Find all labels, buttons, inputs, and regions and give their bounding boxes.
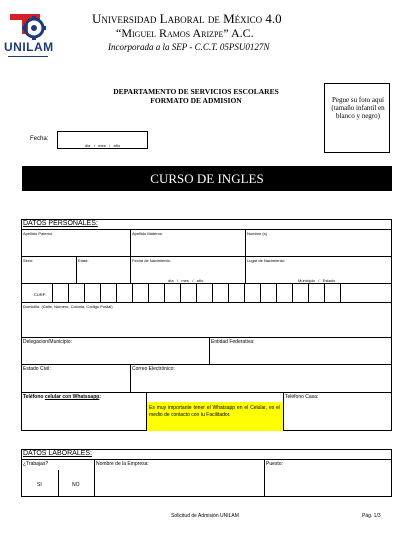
labor-section-title: DATOS LABORALES: xyxy=(23,450,92,457)
whatsapp-note: Es muy importante tener el Whatsapp en el Celular, es el medio de contacto con tu Facilitador. xyxy=(149,405,280,418)
telefono-suffix: : xyxy=(99,394,101,400)
divider xyxy=(58,470,59,497)
empresa-field[interactable]: Nombre de la Empresa: xyxy=(96,461,149,467)
course-title: CURSO DE INGLES xyxy=(150,171,264,186)
divider xyxy=(21,364,392,365)
photo-box-text: Pegue su foto aquí (tamaño infantil en blanco y negro) xyxy=(331,96,385,120)
form-title: FORMATO DE ADMISION xyxy=(150,96,242,105)
sexo-field[interactable]: Sexo: xyxy=(23,258,34,263)
divider xyxy=(130,256,131,283)
entidad-field[interactable]: Entidad Federativa: xyxy=(211,339,255,345)
divider xyxy=(76,256,77,283)
divider xyxy=(264,459,265,497)
footer-page: Pág. 1/3 xyxy=(362,513,381,519)
telefono-underlined: celular con Whatssapp xyxy=(44,394,100,400)
curp-boxes[interactable] xyxy=(52,283,352,302)
divider xyxy=(283,392,284,431)
university-subname: “Miguel Ramos Arizpe” A.C. xyxy=(116,26,254,40)
puesto-field[interactable]: Puesto: xyxy=(266,461,283,467)
correo-field[interactable]: Correo Electrónico: xyxy=(132,366,175,372)
university-name: Universidad Laboral de México 4.0 xyxy=(92,11,282,26)
divider xyxy=(94,459,95,497)
footer-center: Solicitud de Admisión UNILAM xyxy=(171,513,239,519)
whatsapp-note-box xyxy=(147,402,283,431)
logo-underline xyxy=(8,56,48,57)
divider xyxy=(21,459,392,460)
telefono-celular-field[interactable] xyxy=(23,394,101,400)
divider xyxy=(245,229,246,256)
divider xyxy=(130,229,131,256)
divider xyxy=(21,229,392,230)
logo xyxy=(4,10,54,58)
si-option[interactable]: SI xyxy=(37,482,42,488)
divider xyxy=(21,392,392,393)
divider xyxy=(21,302,392,303)
department-title: DEPARTAMENTO DE SERVICIOS ESCOLARES xyxy=(113,87,279,96)
lugar-nacimiento-format: Municipio / Estado xyxy=(298,278,336,283)
telefono-casa-field[interactable]: Teléfono Casa: xyxy=(285,394,319,400)
logo-gear-icon xyxy=(4,10,54,42)
domicilio-field[interactable]: Domicilio: (Calle, Número, Colonia, Código Postal) xyxy=(23,304,113,309)
no-option[interactable]: NO xyxy=(72,482,80,488)
divider xyxy=(209,337,210,364)
logo-text: UNILAM xyxy=(4,40,54,54)
trabajas-label: ¿Trabajas? xyxy=(23,461,49,467)
date-label: Fecha: xyxy=(30,136,49,142)
edad-field[interactable]: Edad: xyxy=(78,258,89,263)
photo-box[interactable] xyxy=(324,83,390,153)
personal-section-title: DATOS PERSONALES: xyxy=(23,220,98,227)
incorporation-line: Incorporada a la SEP - C.C.T. 05PSU0127N xyxy=(108,42,270,52)
date-field[interactable] xyxy=(57,131,148,149)
estado-civil-field[interactable]: Estado Civil: xyxy=(23,366,51,372)
apellido-materno-field[interactable]: Apellido Materno xyxy=(132,231,163,236)
curp-label: CURP: xyxy=(34,292,47,297)
delegacion-field[interactable]: Delegacion/Municipio: xyxy=(23,339,72,345)
fecha-nacimiento-format: día / mes / año xyxy=(168,278,204,283)
course-title-bar xyxy=(22,166,392,191)
nombres-field[interactable]: Nombre (s) xyxy=(247,231,268,236)
divider xyxy=(21,337,392,338)
telefono-prefix: Teléfono xyxy=(23,394,45,400)
lugar-nacimiento-field[interactable]: Lugar de Nacimiento: xyxy=(247,258,286,263)
divider xyxy=(245,256,246,283)
divider xyxy=(130,364,131,392)
date-format: día / mes / año xyxy=(84,143,121,148)
fecha-nacimiento-field[interactable]: Fecha de Nacimiento: xyxy=(132,258,171,263)
apellido-paterno-field[interactable]: Apellido Paterno xyxy=(23,231,53,236)
